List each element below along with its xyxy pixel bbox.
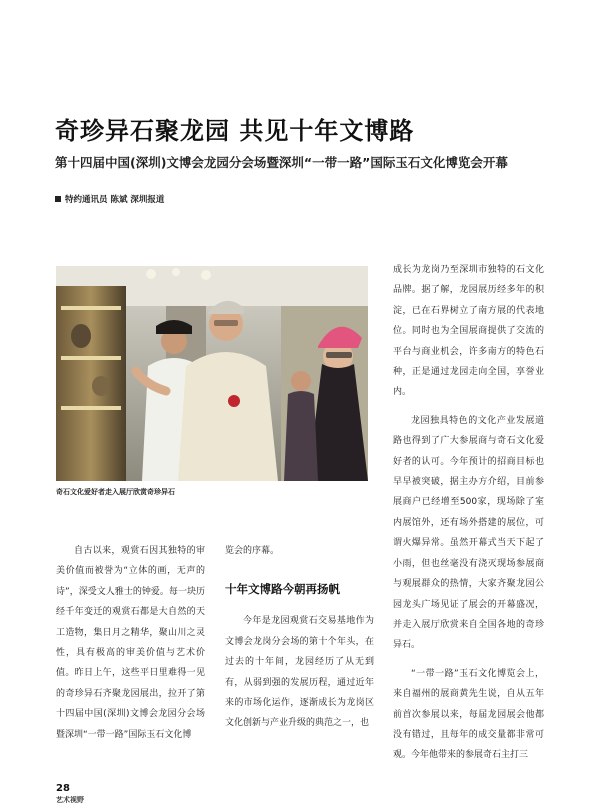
article-column-3 [393, 260, 544, 766]
article-paragraph: “一带一路”玉石文化博览会上，来自福州的展商黄先生说，自从五年前首次参展以来，每届龙园展会他都没有错过，且每年的成交量都非常可观。今年他带来的参展奇石主打三 [393, 668, 544, 761]
article-photo [56, 266, 368, 481]
article-paragraph: 成长为龙岗乃至深圳市独特的石文化品牌。据了解，龙园展历经多年的积淀，已在石界树立了南方展的代表地位。同时也为全国展商提供了交流的平台与商业机会，许多南方的特色石种，正是通过龙园走向全国，享誉业内。 [393, 265, 544, 398]
magazine-logo: 艺术视野 [56, 796, 84, 804]
article-paragraph: 今年是龙园观赏石交易基地作为文博会龙岗分会场的第十个年头，在过去的十年间，龙园经历了从无到有，从弱到强的发展历程，通过近年来的市场化运作，逐渐成长为龙岗区文化创新与产业升级的典范之一，也 [225, 616, 374, 729]
exhibition-photo-illustration [56, 266, 368, 481]
article-column-2 [225, 541, 374, 734]
square-bullet-icon [55, 196, 61, 202]
byline-text: 特约通讯员 陈斌 深圳报道 [65, 195, 165, 205]
byline [55, 193, 164, 205]
photo-caption: 奇石文化爱好者走入展厅欣赏奇珍异石 [56, 488, 175, 496]
article-paragraph: 览会的序幕。 [225, 546, 280, 556]
article-subtitle: 第十四届中国(深圳)文博会龙园分会场暨深圳“一带一路”国际玉石文化博览会开幕 [55, 155, 508, 170]
article-paragraph: 龙园独具特色的文化产业发展道路也得到了广大参展商与奇石文化爱好者的认可。今年预计的招商目标也早早被突破，据主办方介绍，目前参展商户已经增至500家，现场除了室内展馆外，还有场外搭建的展位，可谓火爆异常。虽然开幕式当天下起了小雨，但也丝毫没有浇灭现场参展商与观展群众的热情，大家齐聚龙园公园龙头广场见证了展会的开幕盛况，并走入展厅欣赏来自全国各地的奇珍异石。 [393, 415, 544, 651]
section-heading: 十年文博路今朝再扬帆 [225, 582, 340, 597]
page-number: 28 [56, 783, 70, 794]
article-title: 奇珍异石聚龙园 共见十年文博路 [55, 116, 415, 145]
article-column-1 [56, 541, 205, 745]
article-paragraph: 自古以来，观赏石因其独特的审美价值而被誉为“立体的画，无声的诗”，深受文人雅士的钟爱。每一块历经千年变迁的观赏石都是大自然的天工造物，集日月之精华，聚山川之灵性，具有极高的审美价值与艺术价值。昨日上午，这些平日里难得一见的奇珍异石齐聚龙园展出，拉开了第十四届中国(深圳)文博会龙园分会场暨深圳“一带一路”国际玉石文化博 [56, 546, 205, 740]
